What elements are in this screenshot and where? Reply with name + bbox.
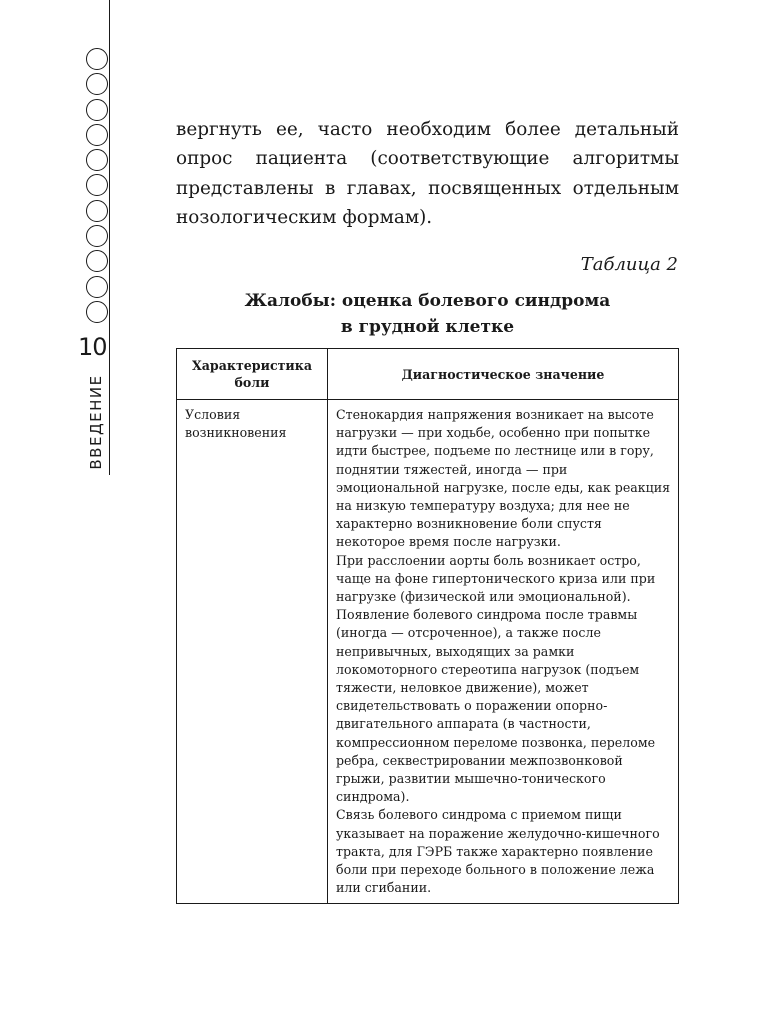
circle-ornament [86, 276, 108, 298]
section-label: ВВЕДЕНИЕ [87, 374, 105, 470]
cell-diagnostic-value [328, 400, 679, 904]
circle-ornament [86, 149, 108, 171]
intro-paragraph: вергнуть ее, часто необходим более детальный опрос пациента (соответствующие алгоритмы представлены в главах, посвященных отдельным нозологическим формам). [176, 119, 679, 228]
table-number: Таблица 2 [580, 254, 678, 275]
cell-paragraph: Связь болевого синдрома с приемом пищи указывает на поражение желудочно-кишечного тракта, для ГЭРБ также характерно появление боли при переходе больного в положение лежа или сгибании. [336, 807, 660, 896]
cell-paragraph: При расслоении аорты боль возникает остро, чаще на фоне гипертонического криза или при нагрузке (физической или эмоциональной). Появление болевого синдрома после травмы (иногда — отсроченное), а также после непривычных, выходящих за рамки локомоторного стереотипа нагрузок (подъем тяжести, неловкое движение), может свидетельствовать о поражении опорно-двигательного аппарата (в частности, компрессионном переломе позвонка, переломе ребра, секвестрировании межпозвонковой грыжи, развитии мышечно-тонического синдрома). [336, 552, 656, 805]
cell-characteristic: Условия возникновения [177, 400, 328, 904]
circle-ornament [86, 225, 108, 247]
header-diagnostic-value: Диагностическое значение [328, 349, 679, 400]
decorative-circles [86, 48, 110, 326]
table-title [176, 288, 679, 340]
circle-ornament [86, 99, 108, 121]
circle-ornament [86, 73, 108, 95]
header-characteristic: Характеристика боли [177, 349, 328, 400]
page-number: 10 [78, 333, 107, 361]
circle-ornament [86, 124, 108, 146]
circle-ornament [86, 174, 108, 196]
cell-paragraph: Стенокардия напряжения возникает на высоте нагрузки — при ходьбе, особенно при попытке идти быстрее, подъеме по лестнице или в гору, поднятии тяжестей, иногда — при эмоциональной нагрузке, после еды, как реакция на низкую температуру воздуха; для нее не характерно возникновение боли спустя некоторое время после нагрузки. [336, 407, 671, 550]
table-title-line: в грудной клетке [340, 317, 515, 337]
table-row [177, 400, 679, 904]
table-header-row [177, 349, 679, 400]
circle-ornament [86, 301, 108, 323]
complaints-table [176, 348, 679, 904]
circle-ornament [86, 250, 108, 272]
circle-ornament [86, 200, 108, 222]
circle-ornament [86, 48, 108, 70]
table-title-line: Жалобы: оценка болевого синдрома [244, 291, 611, 311]
